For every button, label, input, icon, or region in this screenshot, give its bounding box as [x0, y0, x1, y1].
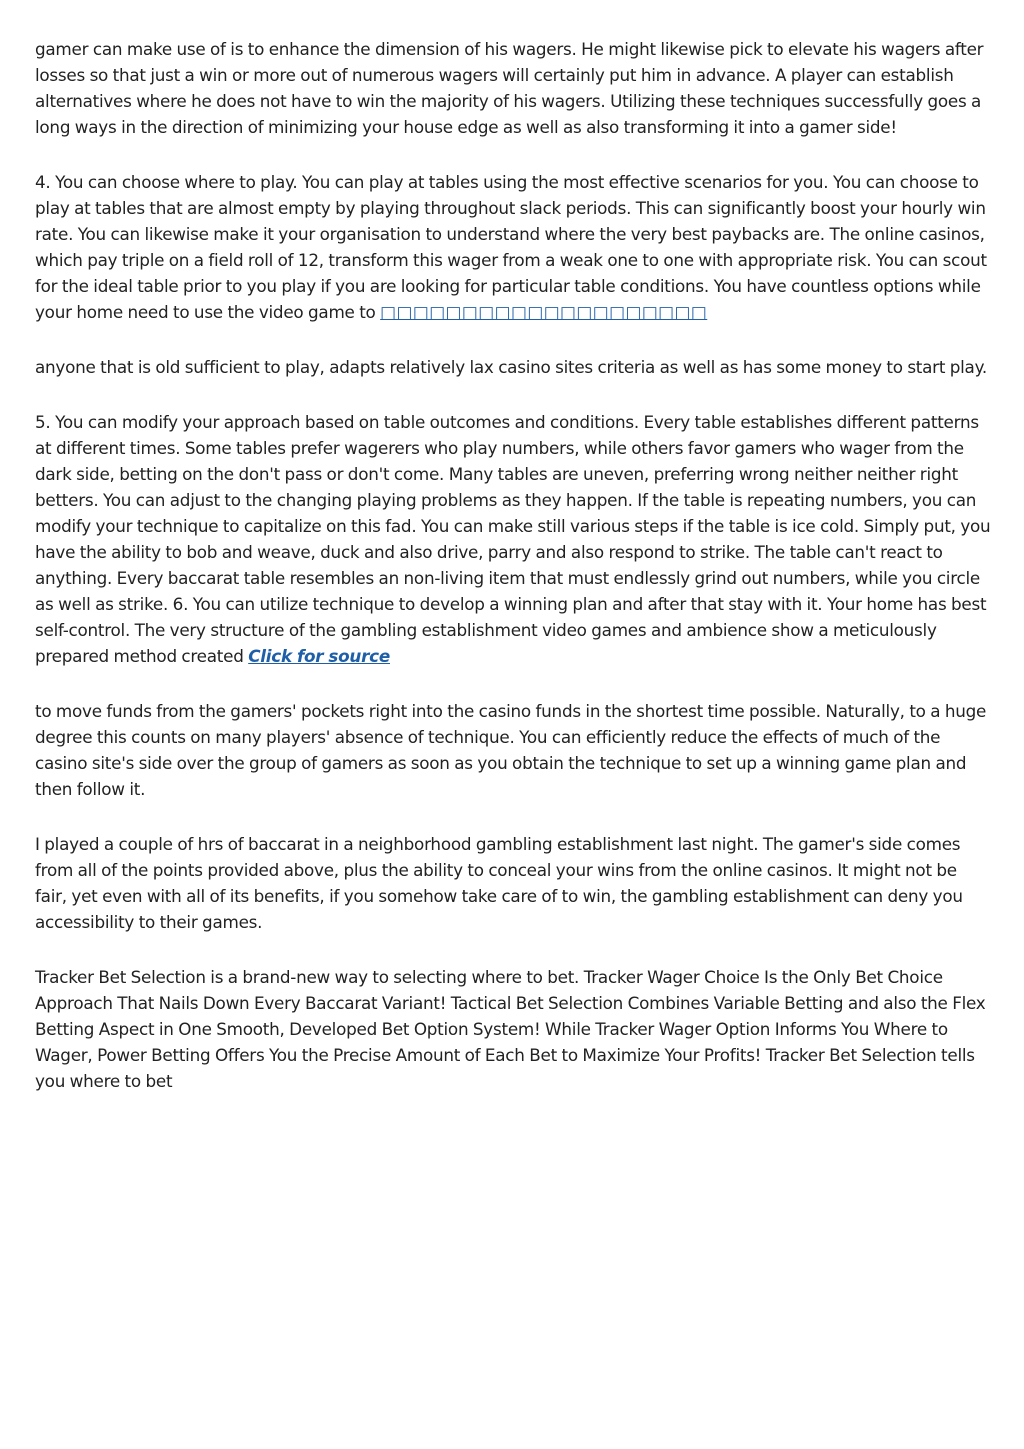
paragraph-2-text: 4. You can choose where to play. You can play at tables using the most effective scenarios for you. You can choose to play at tables that are almost empty by playing throughout slack periods. This can significantly boost your hourly win rate. You can likewise make it your organisation to understand where the very best paybacks are. The online casinos, which pay triple on a field roll of 12, transform this wager from a weak one to one with appropriate risk. You can scout for the ideal table prior to you play if you are looking for particular table conditions. You have countless options while your home need to use the video game to: [35, 172, 987, 322]
foreign-script-link[interactable]: □□□□□□□□□□□□□□□□□□□□: [380, 302, 708, 322]
paragraph-4-text: 5. You can modify your approach based on table outcomes and conditions. Every table establishes different patterns at different times. Some tables prefer wagerers who play numbers, while others favor gamers who wager from the dark side, betting on the don't pass or don't come. Many tables are uneven, preferring wrong neither neither right betters. You can adjust to the changing playing problems as they happen. If the table is repeating numbers, you can modify your technique to capitalize on this fad. You can make still various steps if the table is ice cold. Simply put, you have the ability to bob and weave, duck and also drive, parry and also respond to strike. The table can't react to anything. Every baccarat table resembles an non-living item that must endlessly grind out numbers, while you circle as well as strike. 6. You can utilize technique to develop a winning plan and after that stay with it. Your home has best self-control. The very structure of the gambling establishment video games and ambience show a meticulously prepared method created: [35, 412, 991, 666]
paragraph-4: [35, 409, 993, 669]
paragraph-5: to move funds from the gamers' pockets right into the casino funds in the shortest time possible. Naturally, to a huge degree this counts on many players' absence of technique. You can efficiently reduce the effects of much of the casino site's side over the group of gamers as soon as you obtain the technique to set up a winning game plan and then follow it.: [35, 701, 987, 799]
paragraph-6: I played a couple of hrs of baccarat in a neighborhood gambling establishment last night. The gamer's side comes from all of the points provided above, plus the ability to conceal your wins from the online casinos. It might not be fair, yet even with all of its benefits, if you somehow take care of to win, the gambling establishment can deny you accessibility to their games.: [35, 834, 963, 932]
paragraph-1: gamer can make use of is to enhance the dimension of his wagers. He might likewise pick to elevate his wagers after losses so that just a win or more out of numerous wagers will certainly put him in advance. A player can establish alternatives where he does not have to win the majority of his wagers. Utilizing these techniques successfully goes a long ways in the direction of minimizing your house edge as well as also transforming it into a gamer side!: [35, 39, 984, 137]
paragraph-3: anyone that is old sufficient to play, adapts relatively lax casino sites criteria as well as has some money to start play.: [35, 357, 987, 377]
click-for-source-link[interactable]: Click for source: [248, 646, 390, 666]
document-body: [35, 36, 993, 1123]
paragraph-2: [35, 169, 993, 325]
paragraph-7: Tracker Bet Selection is a brand-new way to selecting where to bet. Tracker Wager Choice Is the Only Bet Choice Approach That Nails Down Every Baccarat Variant! Tactical Bet Selection Combines Variable Betting and also the Flex Betting Aspect in One Smooth, Developed Bet Option System! While Tracker Wager Option Informs You Where to Wager, Power Betting Offers You the Precise Amount of Each Bet to Maximize Your Profits! Tracker Bet Selection tells you where to bet: [35, 967, 986, 1091]
